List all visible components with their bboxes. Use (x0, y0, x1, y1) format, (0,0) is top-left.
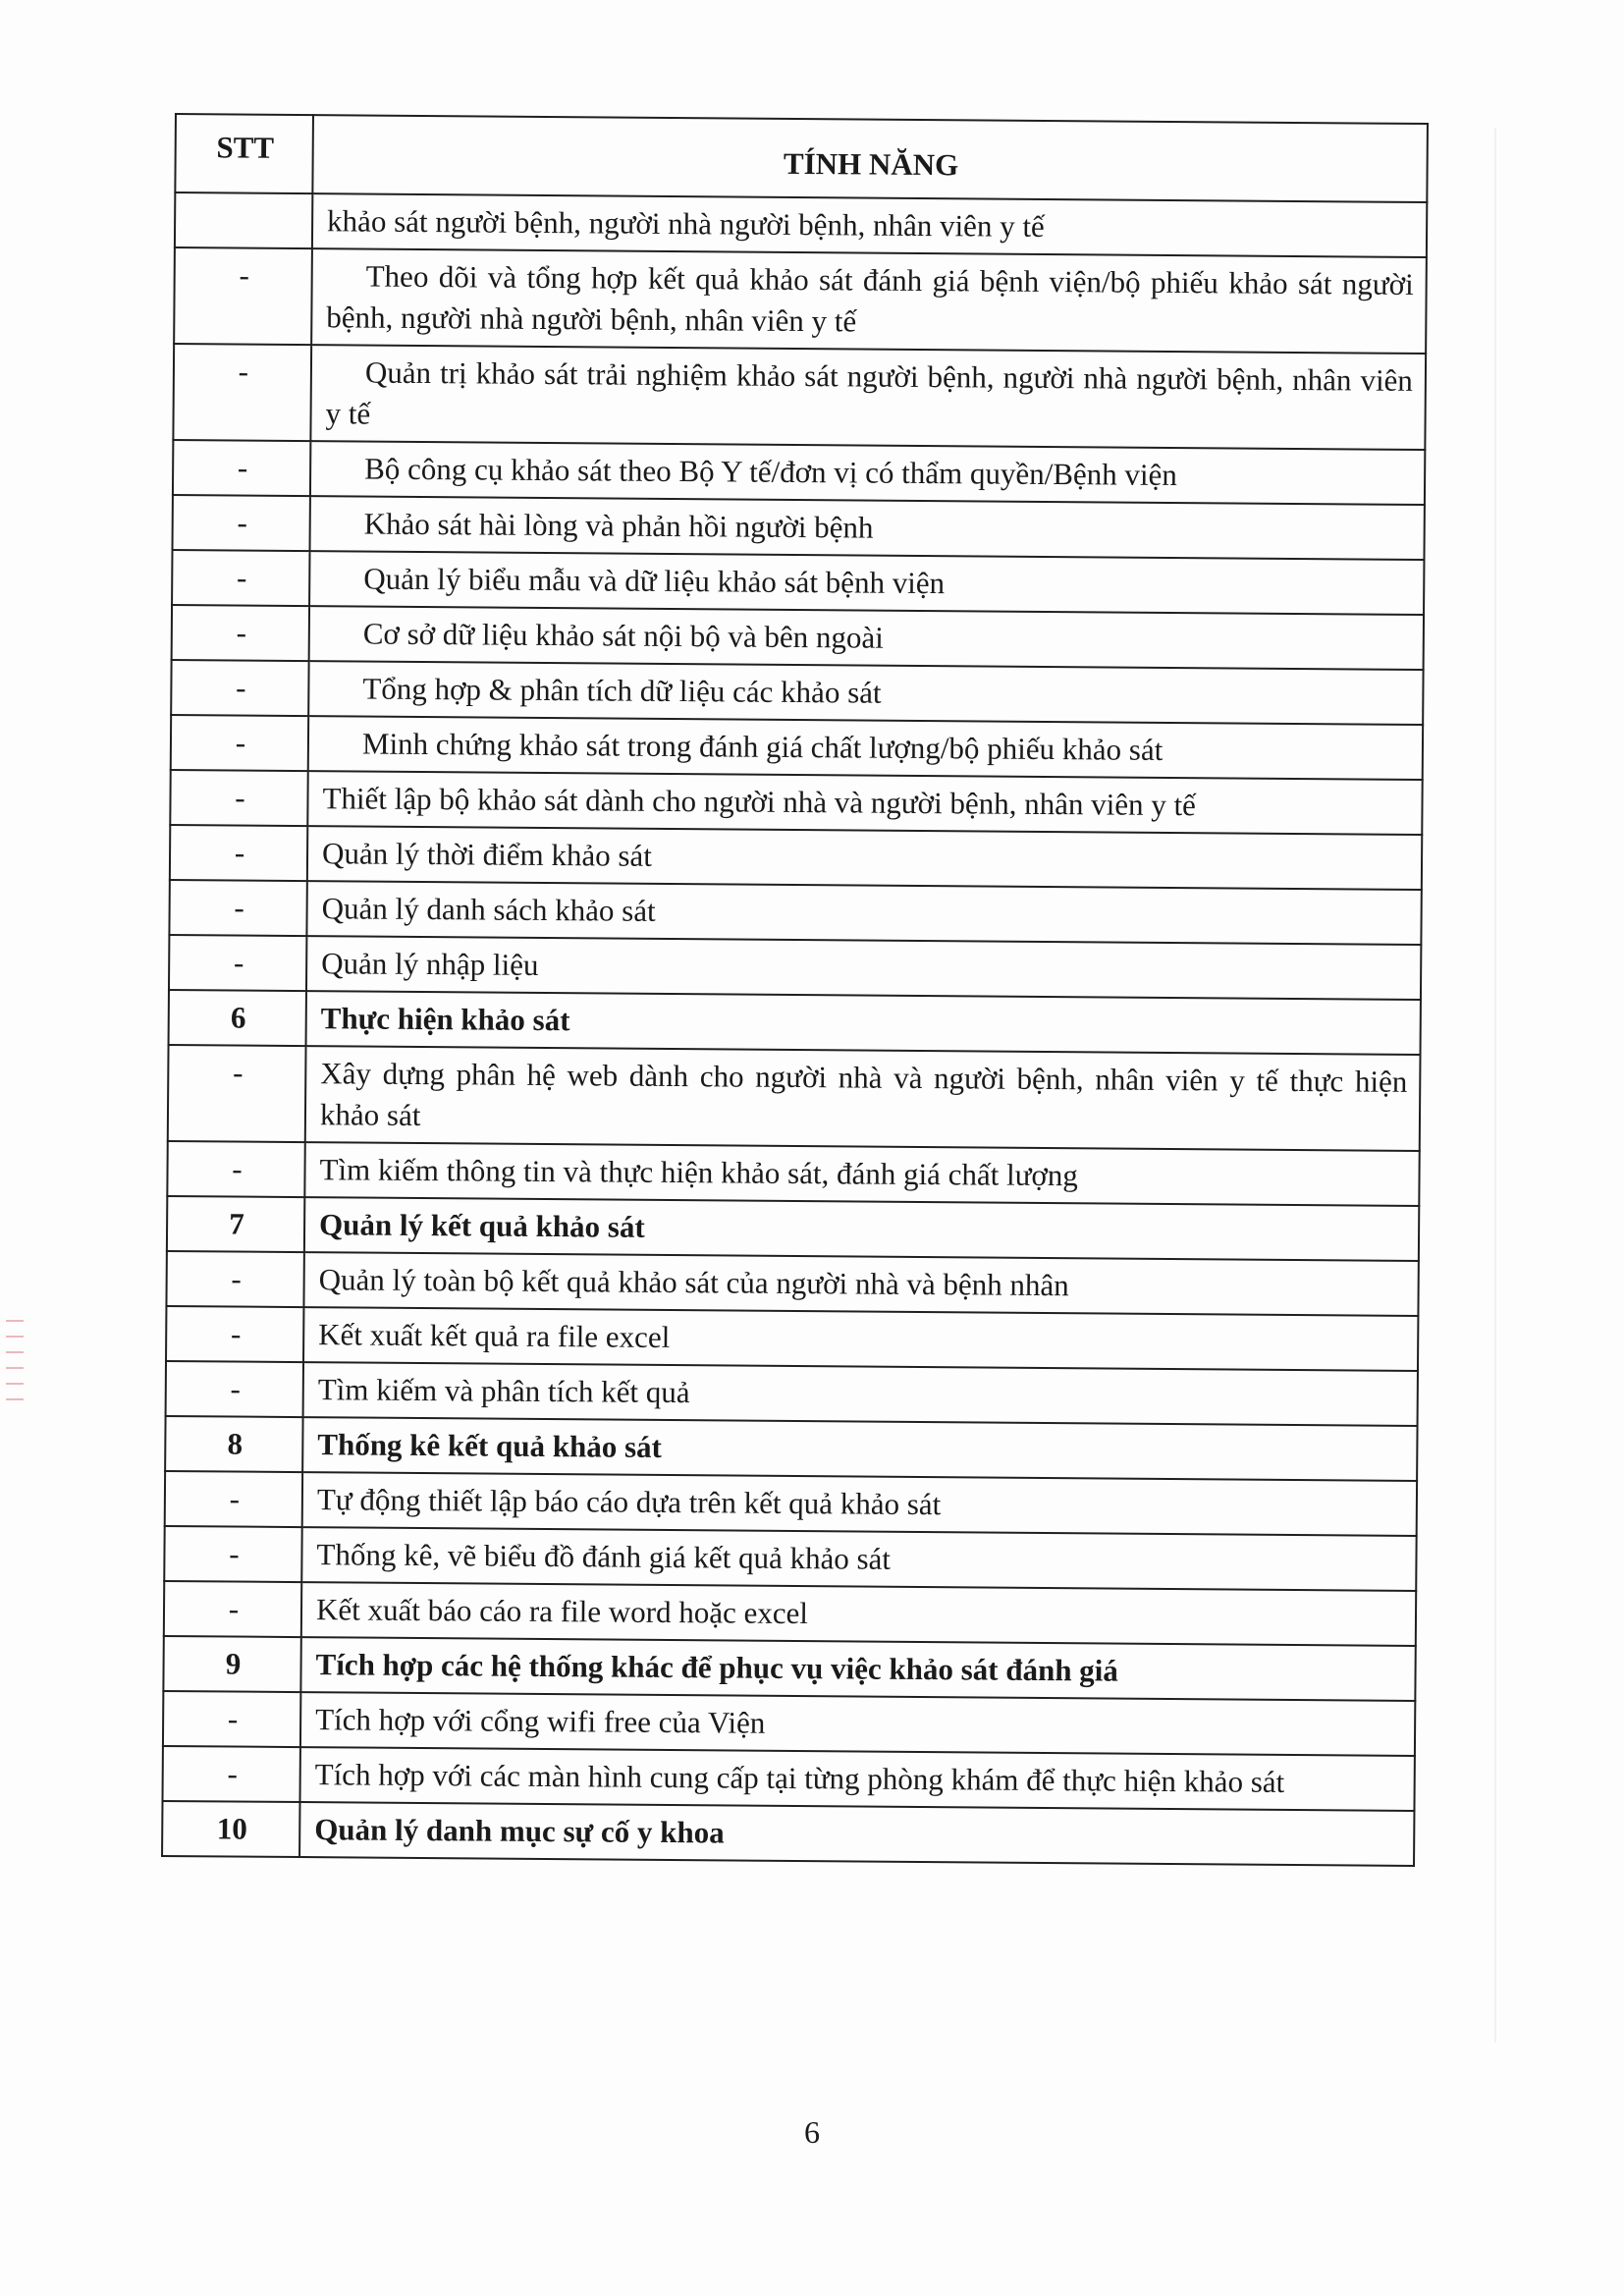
table-section-row (167, 1196, 1419, 1261)
row-stt: - (167, 1141, 304, 1197)
table-row (164, 1526, 1416, 1591)
feature-text: Kết xuất kết quả ra file excel (303, 1307, 1418, 1371)
table-row (171, 715, 1423, 780)
table-section-row (169, 990, 1421, 1055)
feature-text: Tích hợp với các màn hình cung cấp tại từng phòng khám để thực hiện khảo sát (299, 1747, 1414, 1811)
row-stt: - (169, 880, 306, 936)
table-row (173, 440, 1425, 505)
row-stt: - (171, 715, 308, 771)
feature-text: Tìm kiếm thông tin và thực hiện khảo sát, đánh giá chất lượng (304, 1142, 1419, 1206)
feature-text: Tìm kiếm và phân tích kết quả (303, 1362, 1418, 1426)
table-header-row (175, 114, 1428, 202)
row-stt: - (170, 825, 307, 881)
table-row (163, 1691, 1415, 1756)
row-stt: - (170, 770, 307, 826)
feature-text: Quản lý biểu mẫu và dữ liệu khảo sát bệnh viện (309, 551, 1424, 615)
section-title: Quản lý danh mục sự cố y khoa (299, 1802, 1414, 1866)
feature-text: khảo sát người bệnh, người nhà người bệnh, nhân viên y tế (312, 193, 1427, 257)
row-stt: 6 (169, 990, 306, 1046)
table-row (169, 935, 1421, 1000)
feature-text: Minh chứng khảo sát trong đánh giá chất lượng/bộ phiếu khảo sát (308, 716, 1423, 780)
feature-text: Bộ công cụ khảo sát theo Bộ Y tế/đơn vị có thẩm quyền/Bệnh viện (310, 441, 1425, 505)
feature-text: Kết xuất báo cáo ra file word hoặc excel (301, 1582, 1416, 1646)
row-stt: - (166, 1251, 303, 1307)
section-title: Quản lý kết quả khảo sát (304, 1197, 1419, 1261)
row-stt (175, 192, 312, 248)
section-title: Thống kê kết quả khảo sát (302, 1417, 1417, 1481)
row-stt: - (172, 605, 309, 661)
feature-text: Quản lý danh sách khảo sát (306, 881, 1421, 945)
row-stt: - (173, 344, 311, 441)
table-row (174, 247, 1427, 354)
feature-text: Thiết lập bộ khảo sát dành cho người nhà và người bệnh, nhân viên y tế (307, 771, 1422, 835)
table-row (173, 495, 1425, 560)
row-stt: - (163, 1691, 300, 1747)
row-stt: - (162, 1746, 299, 1802)
table-row (170, 770, 1422, 835)
feature-text: Tự động thiết lập báo cáo dựa trên kết quả khảo sát (302, 1472, 1417, 1536)
row-stt: 8 (165, 1416, 302, 1472)
feature-text: Tích hợp với cổng wifi free của Viện (300, 1692, 1415, 1756)
table-row (166, 1361, 1418, 1426)
feature-text: Quản lý nhập liệu (306, 936, 1421, 1000)
feature-table-container (161, 113, 1427, 1867)
row-stt: - (173, 495, 310, 551)
row-stt: - (164, 1526, 301, 1582)
row-stt: - (174, 247, 312, 345)
table-row (171, 660, 1423, 725)
table-row (166, 1251, 1418, 1316)
table-row (162, 1746, 1414, 1811)
row-stt: - (166, 1306, 303, 1362)
row-stt: 7 (167, 1196, 304, 1252)
table-section-row (162, 1801, 1414, 1866)
feature-text: Quản lý toàn bộ kết quả khảo sát của người nhà và bệnh nhân (303, 1252, 1418, 1316)
feature-text: Tổng hợp & phân tích dữ liệu các khảo sát (308, 661, 1423, 725)
feature-text: Thống kê, vẽ biểu đồ đánh giá kết quả khảo sát (301, 1527, 1416, 1591)
table-row (173, 344, 1426, 450)
row-stt: - (168, 1045, 306, 1142)
bleed-through-shadow (1494, 128, 1496, 2043)
row-stt: 9 (163, 1636, 300, 1692)
row-stt: - (166, 1361, 303, 1417)
row-stt: - (164, 1581, 301, 1637)
table-section-row (165, 1416, 1417, 1481)
feature-text: Khảo sát hài lòng và phản hồi người bệnh (310, 496, 1425, 560)
row-stt: - (172, 550, 309, 606)
row-stt: 10 (162, 1801, 299, 1857)
section-title: Thực hiện khảo sát (306, 991, 1421, 1055)
table-section-row (163, 1636, 1415, 1701)
feature-text: Xây dựng phân hệ web dành cho người nhà và người bệnh, nhân viên y tế thực hiện khảo sát (305, 1046, 1421, 1151)
row-stt: - (173, 440, 310, 496)
row-stt: - (165, 1471, 302, 1527)
table-row (172, 605, 1424, 670)
table-row (168, 1045, 1421, 1151)
table-row (175, 192, 1427, 257)
page-number: 6 (804, 2114, 820, 2150)
header-feature: TÍNH NĂNG (312, 115, 1428, 202)
feature-text: Theo dõi và tổng hợp kết quả khảo sát đánh giá bệnh viện/bộ phiếu khảo sát người bệnh, người nhà người bệnh, nhân viên y tế (311, 248, 1427, 354)
feature-text: Quản lý thời điểm khảo sát (307, 826, 1422, 890)
table-row (172, 550, 1424, 615)
section-title: Tích hợp các hệ thống khác để phục vụ việc khảo sát đánh giá (300, 1637, 1415, 1701)
table-row (165, 1471, 1417, 1536)
feature-text: Cơ sở dữ liệu khảo sát nội bộ và bên ngoài (309, 606, 1424, 670)
table-row (169, 880, 1421, 945)
table-row (166, 1306, 1418, 1371)
feature-text: Quản trị khảo sát trải nghiệm khảo sát người bệnh, người nhà người bệnh, nhân viên y tế (310, 345, 1426, 450)
feature-table (161, 113, 1429, 1867)
table-body (162, 192, 1427, 1866)
header-stt: STT (175, 114, 313, 193)
table-row (164, 1581, 1416, 1646)
row-stt: - (169, 935, 306, 991)
row-stt: - (171, 660, 308, 716)
stamp-fragment (0, 1306, 29, 1522)
table-row (167, 1141, 1419, 1206)
table-row (170, 825, 1422, 890)
